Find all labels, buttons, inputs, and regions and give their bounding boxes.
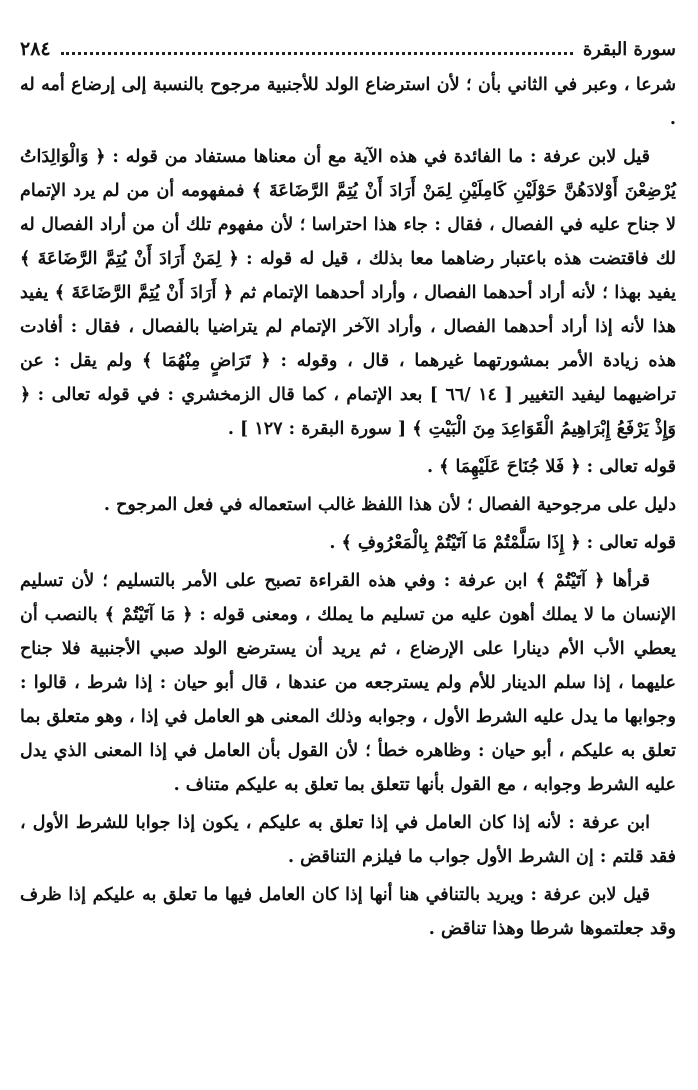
paragraph: ابن عرفة : لأنه إذا كان العامل في إذا تعلق به عليكم ، يكون إذا جوابا للشرط الأول ، فقد قلتم : إن الشرط الأول جواب ما فيلزم التناقض .: [20, 813, 676, 867]
paragraph: قوله تعالى : ﴿ فَلا جُنَاحَ عَلَيْهِمَا ﴾ .: [426, 457, 676, 477]
paragraph: قرأها ﴿ آتَيْتُمْ ﴾ ابن عرفة : وفي هذه القراءة تصبح على الأمر بالتسليم ؛ لأن تسليم الإنسان ما لا يملك أهون عليه من تسليم ما يملك ، ومعنى قوله : ﴿ مَا آتَيْتُمْ ﴾ بالنصب أن يعطي الأب الأم دينارا على الإرضاع ، ثم يريد أن يسترضع الولد صبي الأجنبية فلا جناح عليهما ، إذا سلم الدينار للأم ولم يسترجعه من عندها ، قال أبو حيان : إذا شرط ، قالوا : وجوابها ما يدل عليه الشرط الأول ، وجوابه وذلك المعنى هو العامل في إذا ، وهو متعلق بما تعلق به عليكم ، أبو حيان : وظاهره خطأ ؛ لأن القول بأن العامل في إذا المعنى الذي يدل عليه الشرط وجوابه ، مع القول بأنها تتعلق بما تعلق به عليكم متناف .: [20, 571, 676, 795]
page-number: ٢٨٤: [20, 38, 51, 60]
page-header: [20, 34, 676, 64]
paragraph: قيل لابن عرفة : ما الفائدة في هذه الآية مع أن معناها مستفاد من قوله : ﴿ وَالْوَالِدَاتُ يُرْضِعْنَ أَوْلادَهُنَّ حَوْلَيْنِ كَامِلَيْنِ لِمَنْ أَرَادَ أَنْ يُتِمَّ الرَّضَاعَةَ ﴾ فمفهومه أن من لم يرد الإتمام لا جناح عليه في الفصال ، فقال : جاء هذا احتراسا ؛ لأن مفهوم تلك أن من أراد الفصال له لك فاقتضت هذه باعتبار رضاهما معا بذلك ، قيل له قوله : ﴿ لِمَنْ أَرَادَ أَنْ يُتِمَّ الرَّضَاعَةَ ﴾ يفيد بهذا ؛ لأنه أراد أحدهما الفصال ، وأراد أحدهما الإتمام ثم ﴿ أَرَادَ أَنْ يُتِمَّ الرَّضَاعَةَ ﴾ يفيد هذا لأنه إذا أراد أحدهما الفصال ، وأراد الآخر الإتمام لم يتراضيا بالفصال ، فقال : أفادت هذه زيادة الأمر بمشورتهما غيرهما ، قال ، وقوله : ﴿ تَرَاضٍ مِنْهُمَا ﴾ ولم يقل : عن تراضيهما ليفيد التغيير [ ١٤ /٦٦ ] بعد الإتمام ، كما قال الزمخشري : في قوله تعالى : ﴿ وَإِذْ يَرْفَعُ إِبْرَاهِيمُ الْقَوَاعِدَ مِنَ الْبَيْتِ ﴾ [ سورة البقرة : ١٢٧ ] .: [20, 147, 677, 439]
surah-title: سورة البقرة: [582, 38, 676, 60]
header-divider: [61, 52, 573, 55]
body-text: [20, 68, 676, 950]
paragraph: قوله تعالى : ﴿ إِذَا سَلَّمْتُمْ مَا آتَيْتُمْ بِالْمَعْرُوفِ ﴾ .: [329, 533, 676, 553]
paragraph: دليل على مرجوحية الفصال ؛ لأن هذا اللفظ غالب استعماله في فعل المرجوح .: [103, 495, 676, 515]
paragraph: قيل لابن عرفة : ويريد بالتنافي هنا أنها إذا كان العامل فيها ما تعلق به عليكم إذا ظرف وقد جعلتموها شرطا وهذا تناقض .: [20, 885, 676, 939]
paragraph: شرعا ، وعبر في الثاني بأن ؛ لأن استرضاع الولد للأجنبية مرجوح بالنسبة إلى إرضاع أمه له .: [20, 75, 676, 129]
